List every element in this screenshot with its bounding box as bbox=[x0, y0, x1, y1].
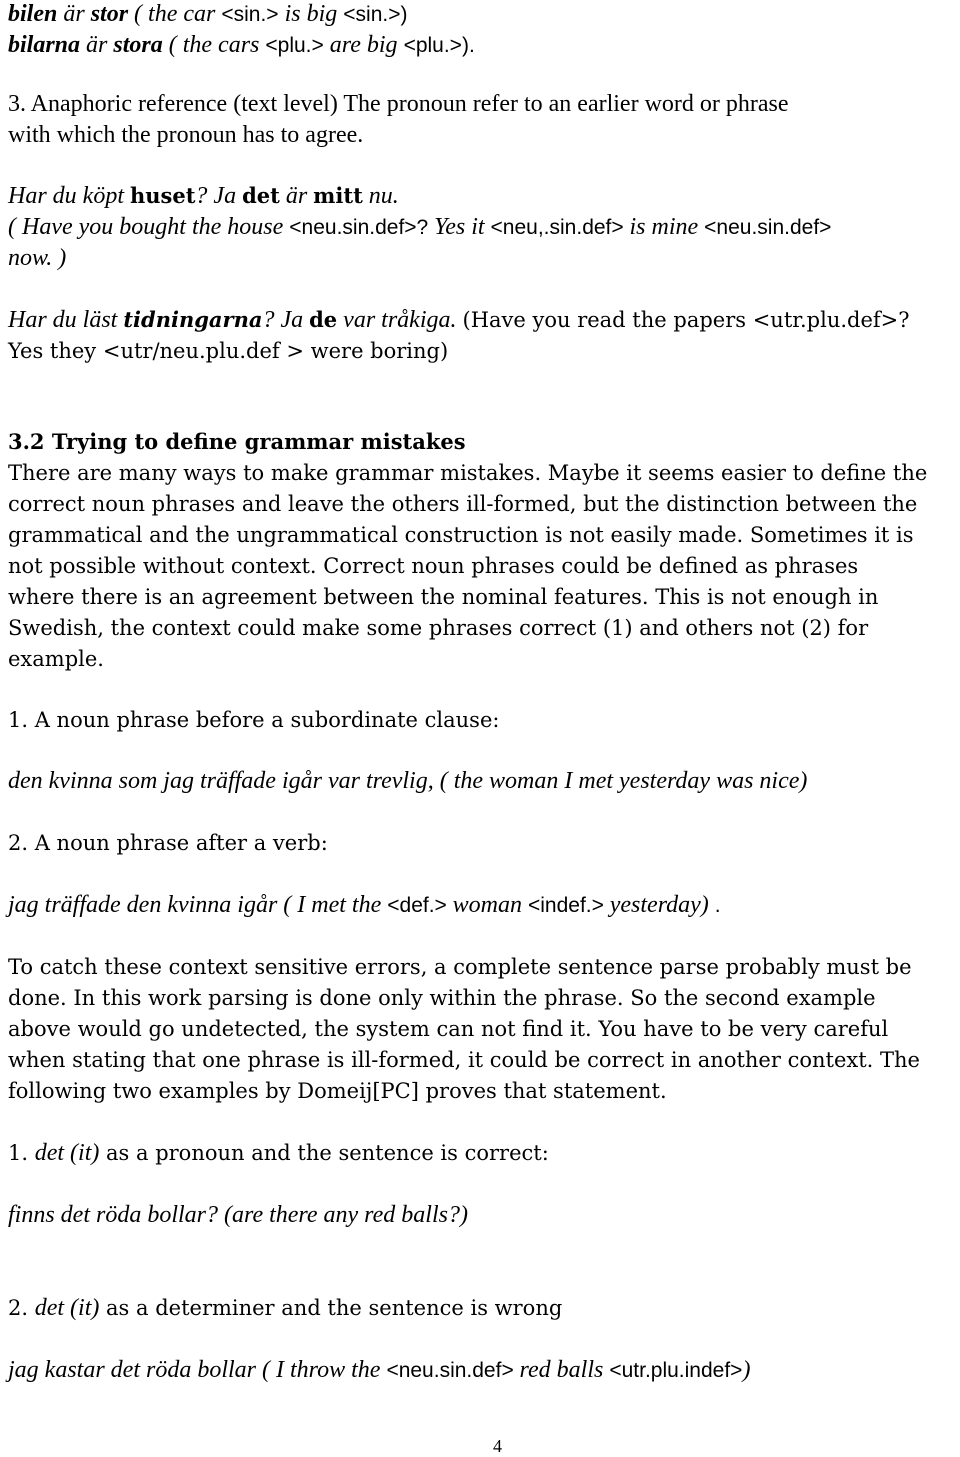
paragraph-line: done. In this work parsing is done only within the phrase. So the second example bbox=[8, 986, 876, 1010]
gloss-text: are big bbox=[323, 32, 404, 58]
example-sentence bbox=[8, 1356, 750, 1385]
feature-tag: <sin.>) bbox=[343, 3, 408, 26]
example-line-bilen bbox=[8, 0, 407, 29]
gloss-text: ) bbox=[742, 1357, 751, 1383]
list-number: 1. bbox=[8, 1141, 35, 1165]
swedish-word: huset bbox=[130, 183, 196, 208]
swedish-text: är bbox=[279, 183, 314, 209]
swedish-text: jag träffade den kvinna igår ( I met the bbox=[8, 892, 388, 918]
example-heading: 1. A noun phrase before a subordinate clause: bbox=[8, 708, 500, 732]
feature-tag: <neu.sin.def> bbox=[386, 1359, 520, 1382]
feature-tag: <def.> bbox=[387, 894, 453, 917]
paragraph-line: example. bbox=[8, 647, 104, 671]
swedish-word: det (it) bbox=[34, 1295, 100, 1321]
paragraph-line: grammatical and the ungrammatical construction is not easily made. Sometimes it is bbox=[8, 523, 914, 547]
gloss-text: red balls bbox=[519, 1357, 610, 1383]
gloss-text: Yes it bbox=[434, 214, 491, 240]
gloss-line-end: now. ) bbox=[8, 245, 67, 271]
example-heading: 2. A noun phrase after a verb: bbox=[8, 831, 328, 855]
gloss-text: ( the cars bbox=[162, 32, 266, 58]
example-sentence: den kvinna som jag träffade igår var trevlig, ( the woman I met yesterday was nice) bbox=[8, 768, 808, 794]
paragraph-line: not possible without context. Correct noun phrases could be defined as phrases bbox=[8, 554, 859, 578]
paragraph-line: when stating that one phrase is ill-formed, it could be correct in another context. The bbox=[8, 1048, 920, 1072]
example-sentence bbox=[8, 1201, 468, 1229]
swedish-text: Har du köpt bbox=[8, 183, 130, 209]
swedish-text: Har du läst bbox=[8, 307, 124, 333]
swedish-text: var tråkiga. bbox=[337, 307, 463, 333]
section-heading: 3.2 Trying to define grammar mistakes bbox=[8, 429, 466, 454]
feature-tag: <neu.sin.def>? bbox=[289, 216, 435, 239]
feature-tag: <utr.plu.indef> bbox=[609, 1359, 743, 1382]
example-line-bilarna bbox=[8, 31, 475, 60]
paragraph-line: Swedish, the context could make some phrases correct (1) and others not (2) for bbox=[8, 616, 869, 640]
swedish-word: mitt bbox=[313, 183, 363, 208]
swedish-word: bilarna bbox=[8, 32, 81, 58]
punctuation: . bbox=[714, 894, 721, 917]
swedish-word: tidningarna bbox=[123, 307, 263, 332]
paragraph-line: where there is an agreement between the nominal features. This is not enough in bbox=[8, 585, 879, 609]
example-sentence bbox=[8, 891, 721, 920]
feature-tag: <neu.sin.def> bbox=[704, 216, 832, 239]
feature-tag: <plu.> bbox=[265, 34, 324, 57]
paragraph-line: following two examples by Domeij[PC] proves that statement. bbox=[8, 1079, 667, 1103]
paragraph-line: To catch these context sensitive errors, a complete sentence parse probably must be bbox=[8, 955, 912, 979]
anaphoric-reference-line: 3. Anaphoric reference (text level) The pronoun refer to an earlier word or phrase bbox=[8, 91, 789, 117]
gloss-text: is mine bbox=[629, 214, 705, 240]
swedish-text: finns det röda bollar? bbox=[8, 1202, 225, 1228]
swedish-text: ? Ja bbox=[195, 183, 243, 209]
swedish-word: är bbox=[57, 1, 91, 27]
example-description: as a pronoun and the sentence is correct: bbox=[99, 1141, 549, 1165]
paragraph-line: correct noun phrases and leave the others ill-formed, but the distinction between the bbox=[8, 492, 918, 516]
anaphoric-reference-line: with which the pronoun has to agree. bbox=[8, 122, 364, 148]
gloss-text: ( the car bbox=[128, 1, 222, 27]
swedish-text: jag kastar det röda bollar ( I throw the bbox=[8, 1357, 387, 1383]
swedish-word: de bbox=[309, 307, 338, 332]
example-description: as a determiner and the sentence is wrong bbox=[99, 1296, 563, 1320]
swedish-word: det (it) bbox=[34, 1140, 100, 1166]
swedish-word: bilen bbox=[8, 1, 58, 27]
example-heading bbox=[8, 1139, 549, 1167]
gloss-text: (Have you read the papers <utr.plu.def>? bbox=[462, 308, 910, 332]
gloss-text: ( Have you bought the house bbox=[8, 214, 290, 240]
swedish-text: nu. bbox=[362, 183, 399, 209]
gloss-line-huset bbox=[8, 213, 831, 242]
swedish-word: är bbox=[80, 32, 114, 58]
gloss-text: yesterday) bbox=[609, 892, 715, 918]
swedish-word: stora bbox=[113, 32, 163, 58]
gloss-text: (are there any red balls?) bbox=[224, 1202, 468, 1228]
feature-tag: <sin.> bbox=[221, 3, 279, 26]
swedish-text: ? Ja bbox=[262, 307, 310, 333]
example-line-huset bbox=[8, 182, 399, 210]
swedish-word: stor bbox=[90, 1, 129, 27]
paragraph-line: above would go undetected, the system can not find it. You have to be very careful bbox=[8, 1017, 889, 1041]
page-number: 4 bbox=[493, 1436, 502, 1456]
gloss-line-tidningarna: Yes they <utr/neu.plu.def > were boring) bbox=[8, 339, 449, 363]
paragraph-line: There are many ways to make grammar mistakes. Maybe it seems easier to define the bbox=[8, 461, 928, 485]
feature-tag: <indef.> bbox=[528, 894, 610, 917]
gloss-text: is big bbox=[278, 1, 344, 27]
swedish-word: det bbox=[242, 183, 280, 208]
list-number: 2. bbox=[8, 1296, 35, 1320]
feature-tag: <neu,.sin.def> bbox=[490, 216, 630, 239]
example-line-tidningarna bbox=[8, 306, 910, 334]
example-heading bbox=[8, 1294, 562, 1322]
feature-tag: <plu.>). bbox=[403, 34, 475, 57]
gloss-text: woman bbox=[452, 892, 528, 918]
